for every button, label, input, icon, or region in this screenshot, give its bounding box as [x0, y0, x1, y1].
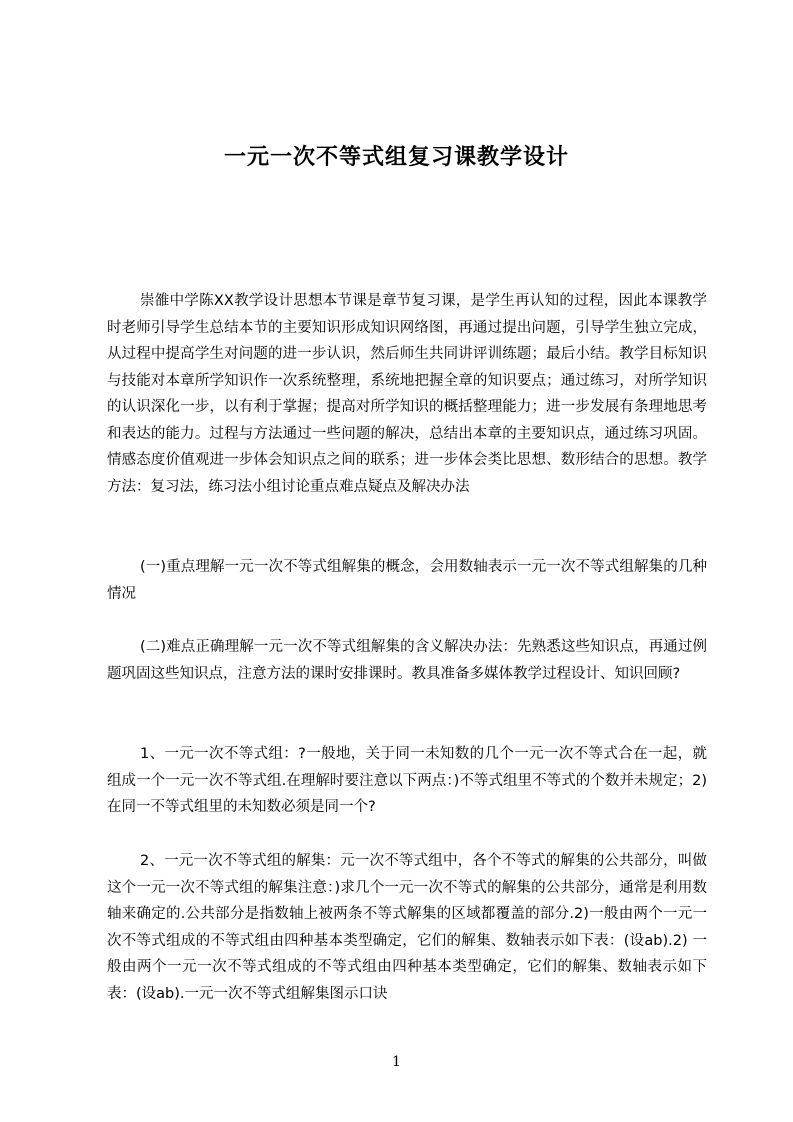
paragraph-key-points: (一)重点理解一元一次不等式组解集的概念，会用数轴表示一元一次不等式组解集的几种情况 [107, 559, 707, 602]
page-number: 1 [392, 1054, 401, 1070]
paragraph-teaching-design: 崇雒中学陈XX教学设计思想本节课是章节复习课，是学生再认知的过程，因此本课教学时老师引导学生总结本节的主要知识形成知识网络图，再通过提出问题，引导学生独立完成，从过程中提高学生对问题的进一步认识，然后师生共同讲评训练题；最后小结。教学目标知识与技能对本章所学知识作一次系统整理，系统地把握全章的知识要点；通过练习，对所学知识的认识深化一步，以有利于掌握；提高对所学知识的概括整理能力；进一步发展有条理地思考和表达的能力。过程与方法通过一些问题的解决，总结出本章的主要知识点，通过练习巩固。情感态度价值观进一步体会知识点之间的联系；进一步体会类比思想、数形结合的思想。教学方法：复习法，练习法小组讨论重点难点疑点及解决办法 [107, 293, 707, 495]
paragraph-difficulties: (二)难点正确理解一元一次不等式组解集的含义解决办法：先熟悉这些知识点，再通过例题巩固这些知识点，注意方法的课时安排课时。教具准备多媒体教学过程设计、知识回顾? [107, 639, 707, 682]
paragraph-definition-2: 2、一元一次不等式组的解集：元一次不等式组中，各个不等式的解集的公共部分，叫做这个一元一次不等式组的解集注意：)求几个一元一次不等式的解集的公共部分，通常是利用数轴来确定的.公共部分是指数轴上被两条不等式解集的区域都覆盖的部分.2)一般由两个一元一次不等式组成的不等式组由四种基本类型确定，它们的解集、数轴表示如下表：(设ab).2) 一般由两个一元一次不等式组成的不等式组由四种基本类型确定，它们的解集、数轴表示如下表：(设ab).一元一次不等式组解集图示口诀 [107, 853, 707, 1002]
document-title: 一元一次不等式组复习课教学设计 [223, 145, 569, 170]
paragraph-definition-1: 1、一元一次不等式组：?一般地，关于同一未知数的几个一元一次不等式合在一起，就组成一个一元一次不等式组.在理解时要注意以下两点：)不等式组里不等式的个数并未规定；2)在同一不等式组里的未知数必须是同一个? [107, 746, 707, 815]
